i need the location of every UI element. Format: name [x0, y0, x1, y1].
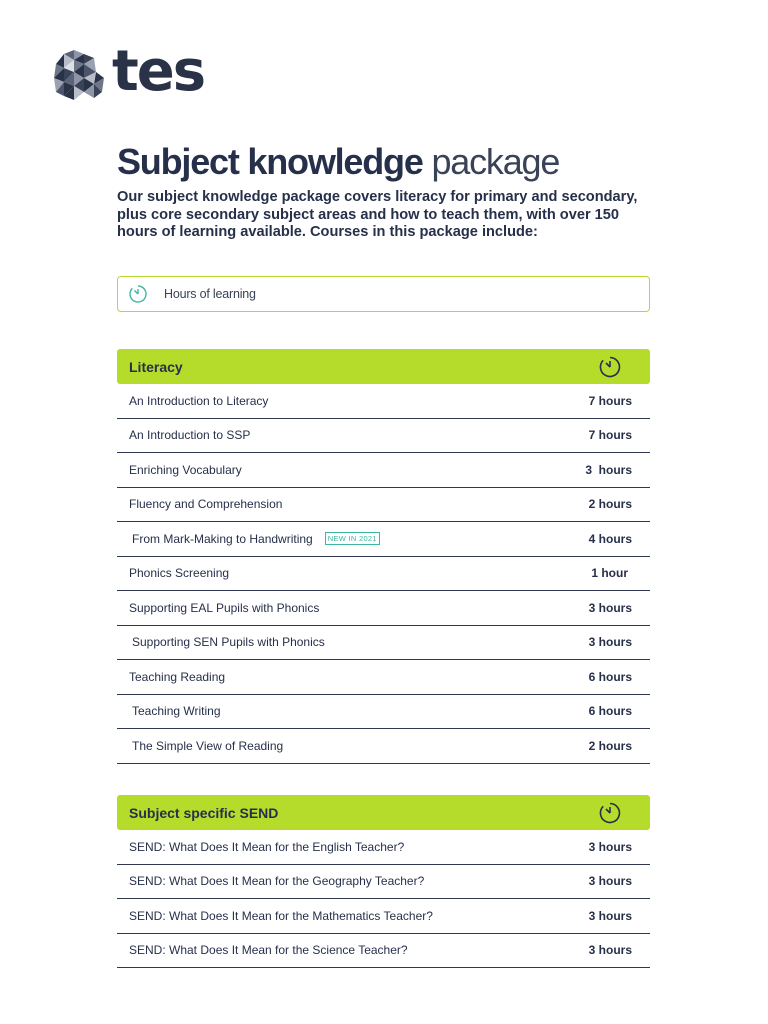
list-item	[117, 488, 650, 523]
course-hours: 1 hour	[591, 566, 628, 581]
list-item	[117, 453, 650, 488]
course-name: SEND: What Does It Mean for the Mathematics Teacher?	[129, 908, 433, 923]
course-name-with-badge	[129, 532, 380, 546]
course-hours: 3 hours	[588, 908, 632, 923]
tes-logo-mark-icon	[54, 50, 106, 102]
clock-icon	[598, 801, 622, 825]
list-item	[117, 419, 650, 454]
course-hours: 3 hours	[588, 600, 632, 615]
course-hours: 4 hours	[588, 531, 632, 546]
page-title	[117, 141, 559, 183]
course-hours: 3 hours	[585, 462, 632, 477]
intro-paragraph: Our subject knowledge package covers literacy for primary and secondary, plus core secondary subject areas and how to teach them, with over 150 hours of learning available. Courses in this package include:	[117, 189, 638, 240]
course-hours: 6 hours	[588, 669, 632, 684]
list-item	[117, 695, 650, 730]
course-hours: 2 hours	[588, 738, 632, 753]
list-item	[117, 591, 650, 626]
list-item	[117, 557, 650, 592]
section-title: Subject specific SEND	[129, 804, 279, 821]
page-title-light: package	[431, 141, 560, 182]
list-item	[117, 865, 650, 900]
course-name: Fluency and Comprehension	[129, 497, 283, 512]
section-literacy	[117, 349, 650, 764]
course-name: An Introduction to SSP	[129, 428, 251, 443]
course-name: Supporting SEN Pupils with Phonics	[132, 635, 325, 650]
course-hours: 3 hours	[588, 839, 632, 854]
course-name: Teaching Writing	[132, 704, 221, 719]
course-name: SEND: What Does It Mean for the Science Teacher?	[129, 943, 408, 958]
course-hours: 7 hours	[588, 393, 632, 408]
new-badge: NEW IN 2021	[325, 532, 380, 545]
course-name: Enriching Vocabulary	[129, 462, 242, 477]
course-name: From Mark-Making to Handwriting	[132, 531, 313, 546]
course-hours: 6 hours	[588, 704, 632, 719]
legend-label: Hours of learning	[164, 287, 256, 301]
page-title-bold: Subject knowledge	[117, 141, 423, 182]
course-name: SEND: What Does It Mean for the Geography Teacher?	[129, 874, 425, 889]
section-subject-specific-send	[117, 795, 650, 968]
course-name: Supporting EAL Pupils with Phonics	[129, 600, 320, 615]
section-header	[117, 349, 650, 384]
tes-wordmark: tes	[112, 39, 205, 104]
section-header	[117, 795, 650, 830]
list-item	[117, 384, 650, 419]
list-item	[117, 934, 650, 969]
course-name: SEND: What Does It Mean for the English Teacher?	[129, 839, 405, 854]
course-hours: 3 hours	[588, 635, 632, 650]
clock-icon	[598, 355, 622, 379]
list-item	[117, 899, 650, 934]
course-name: Phonics Screening	[129, 566, 230, 581]
list-item	[117, 729, 650, 764]
course-name: An Introduction to Literacy	[129, 393, 269, 408]
tes-logo	[54, 39, 205, 104]
section-title: Literacy	[129, 358, 183, 375]
clock-icon	[128, 284, 148, 304]
course-hours: 3 hours	[588, 943, 632, 958]
hours-legend	[117, 276, 650, 312]
course-hours: 7 hours	[588, 428, 632, 443]
course-name: The Simple View of Reading	[132, 738, 284, 753]
course-hours: 3 hours	[588, 874, 632, 889]
course-name: Teaching Reading	[129, 669, 226, 684]
list-item	[117, 522, 650, 557]
list-item	[117, 626, 650, 661]
list-item	[117, 830, 650, 865]
list-item	[117, 660, 650, 695]
course-hours: 2 hours	[588, 497, 632, 512]
